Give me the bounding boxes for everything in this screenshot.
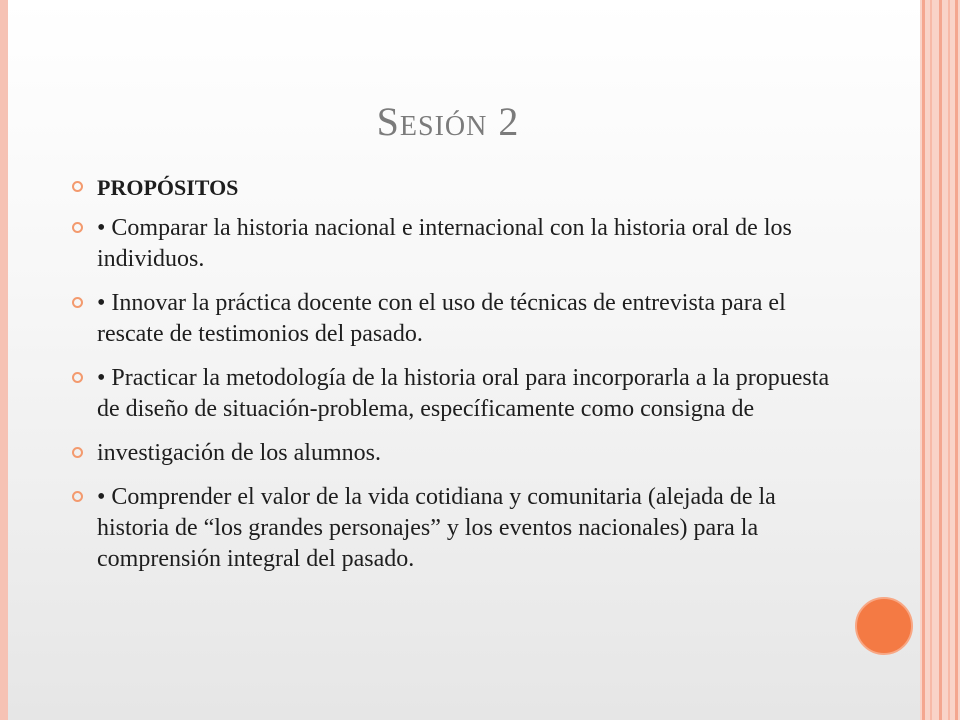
list-item-text: investigación de los alumnos. — [97, 440, 381, 466]
list-item — [70, 213, 830, 275]
bullet-list — [70, 172, 830, 588]
list-item-text: • Innovar la práctica docente con el uso de técnicas de entrevista para el rescate de testimonios del pasado. — [97, 290, 786, 347]
decorative-stripe — [939, 0, 942, 720]
list-item — [70, 288, 830, 350]
decorative-stripe — [955, 0, 958, 720]
decorative-stripe — [948, 0, 950, 720]
slide-title: Sesión 2 — [376, 99, 520, 144]
circle-bullet-icon — [72, 372, 83, 383]
decorative-stripe — [930, 0, 932, 720]
list-item-heading — [70, 172, 830, 203]
list-item — [70, 363, 830, 425]
list-item — [70, 438, 830, 469]
circle-bullet-icon — [72, 297, 83, 308]
circle-bullet-icon — [72, 181, 83, 192]
list-item-text: • Practicar la metodología de la historia oral para incorporarla a la propuesta de diseño de situación-problema, específicamente como consigna de — [97, 365, 830, 422]
circle-bullet-icon — [72, 222, 83, 233]
circle-bullet-icon — [72, 447, 83, 458]
list-item-text: • Comparar la historia nacional e internacional con la historia oral de los individuos. — [97, 215, 792, 272]
list-item — [70, 482, 830, 575]
orange-circle-icon — [855, 597, 913, 655]
decorative-stripe — [922, 0, 925, 720]
list-item-text: PROPÓSITOS — [97, 175, 239, 200]
circle-bullet-icon — [72, 491, 83, 502]
list-item-text: • Comprender el valor de la vida cotidiana y comunitaria (alejada de la historia de “los grandes personajes” y los eventos nacionales) para la comprensión integral del pasado. — [97, 484, 776, 572]
